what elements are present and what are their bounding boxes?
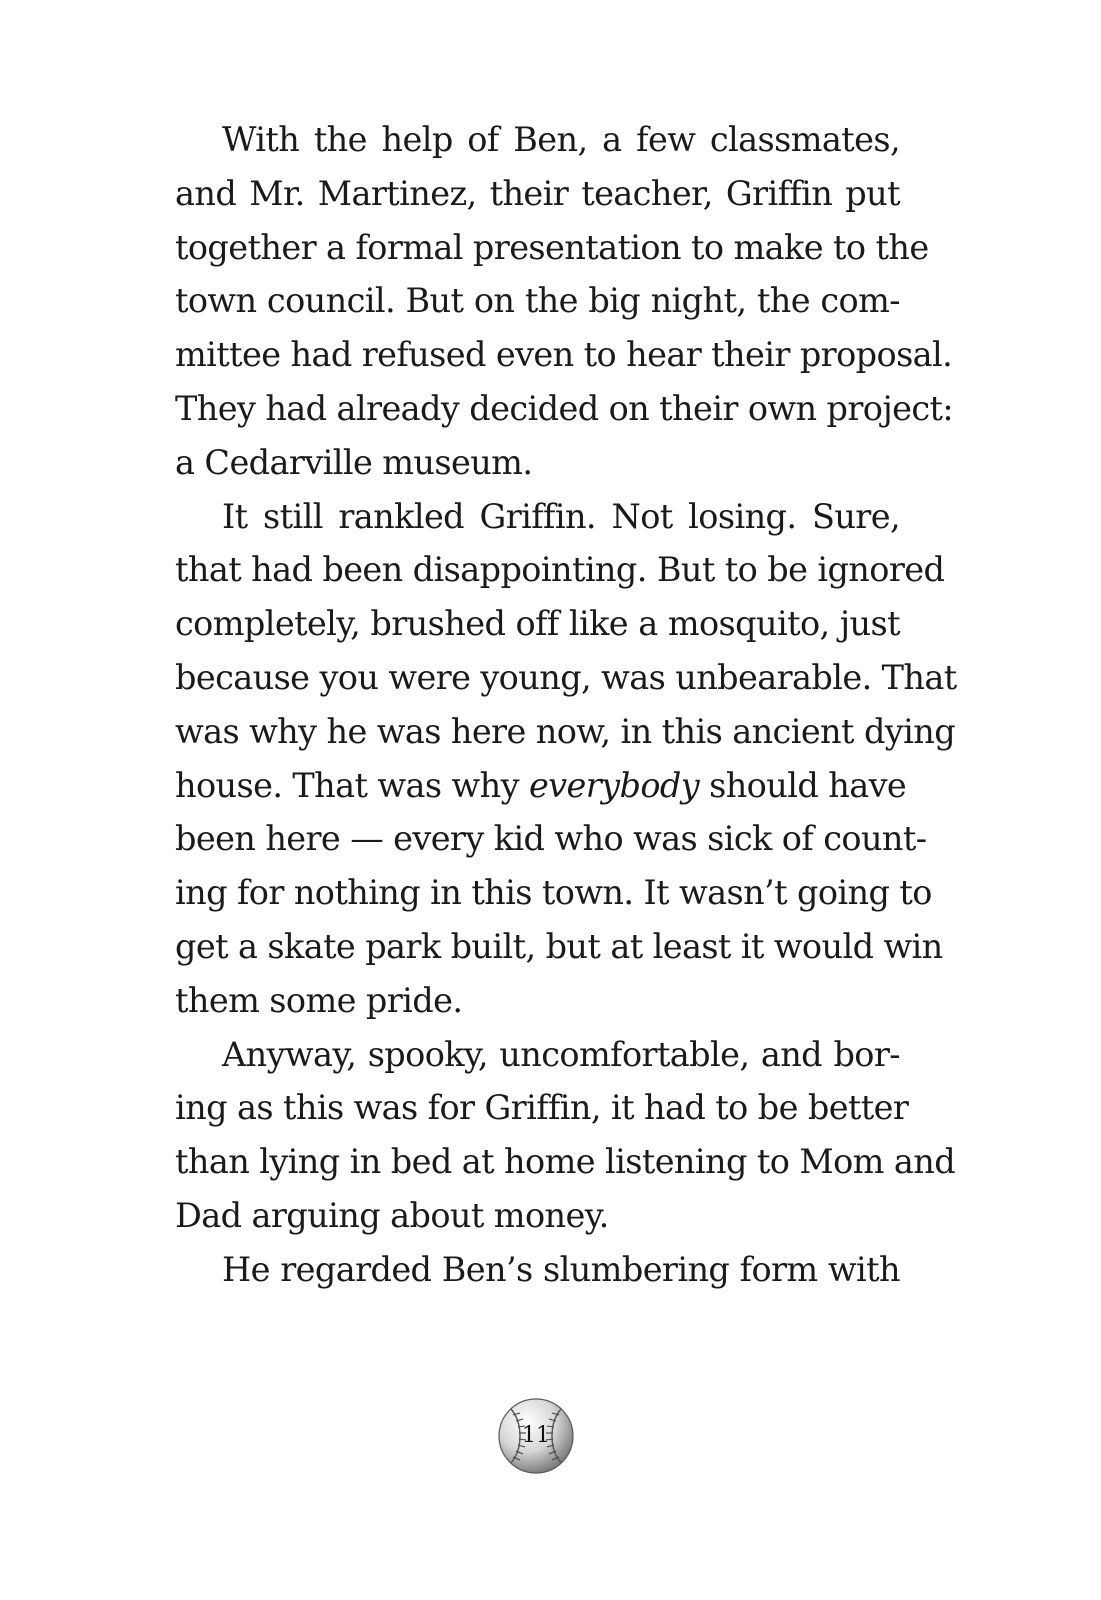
body-text (175, 113, 957, 1297)
text-line: Dad arguing about money. (175, 1195, 609, 1235)
text-line: It still rankled Griffin. Not losing. Sure, (222, 496, 900, 536)
text-line: Anyway, spooky, uncomfortable, and bor- (222, 1034, 900, 1074)
text-line: ing for nothing in this town. It wasn’t going to (175, 873, 932, 913)
page-number: 11 (522, 1423, 550, 1448)
text-run: house. That was why (175, 765, 529, 805)
text-line: a Cedarville museum. (175, 442, 533, 482)
paragraph (175, 1243, 900, 1297)
text-line: get a skate park built, but at least it would win (175, 926, 943, 966)
text-line: ing as this was for Griffin, it had to be better (175, 1088, 909, 1128)
text-line: was why he was here now, in this ancient dying (175, 711, 956, 751)
text-line: With the help of Ben, a few classmates, (222, 120, 900, 159)
text-line: that had been disappointing. But to be ignored (175, 550, 945, 590)
text-run: should have (699, 765, 907, 805)
text-line: They had already decided on their own project: (175, 388, 954, 428)
paragraph (175, 490, 957, 1028)
italic-text: everybody (528, 765, 700, 805)
page-folio (497, 1397, 575, 1475)
text-line: mittee had refused even to hear their proposal. (175, 335, 953, 375)
text-line: because you were young, was unbearable. That (175, 657, 957, 697)
text-line: them some pride. (175, 980, 463, 1020)
paragraph (175, 1028, 956, 1243)
text-line: completely, brushed off like a mosquito, just (175, 604, 900, 644)
text-line (175, 759, 907, 813)
paragraph (175, 113, 954, 490)
text-line: He regarded Ben’s slumbering form with (222, 1249, 900, 1289)
text-line: than lying in bed at home listening to Mom and (175, 1142, 956, 1182)
text-line: together a formal presentation to make to the (175, 227, 929, 267)
text-line: town council. But on the big night, the com- (175, 281, 900, 321)
text-line: and Mr. Martinez, their teacher, Griffin put (175, 173, 900, 213)
text-line: been here — every kid who was sick of count- (175, 819, 927, 859)
